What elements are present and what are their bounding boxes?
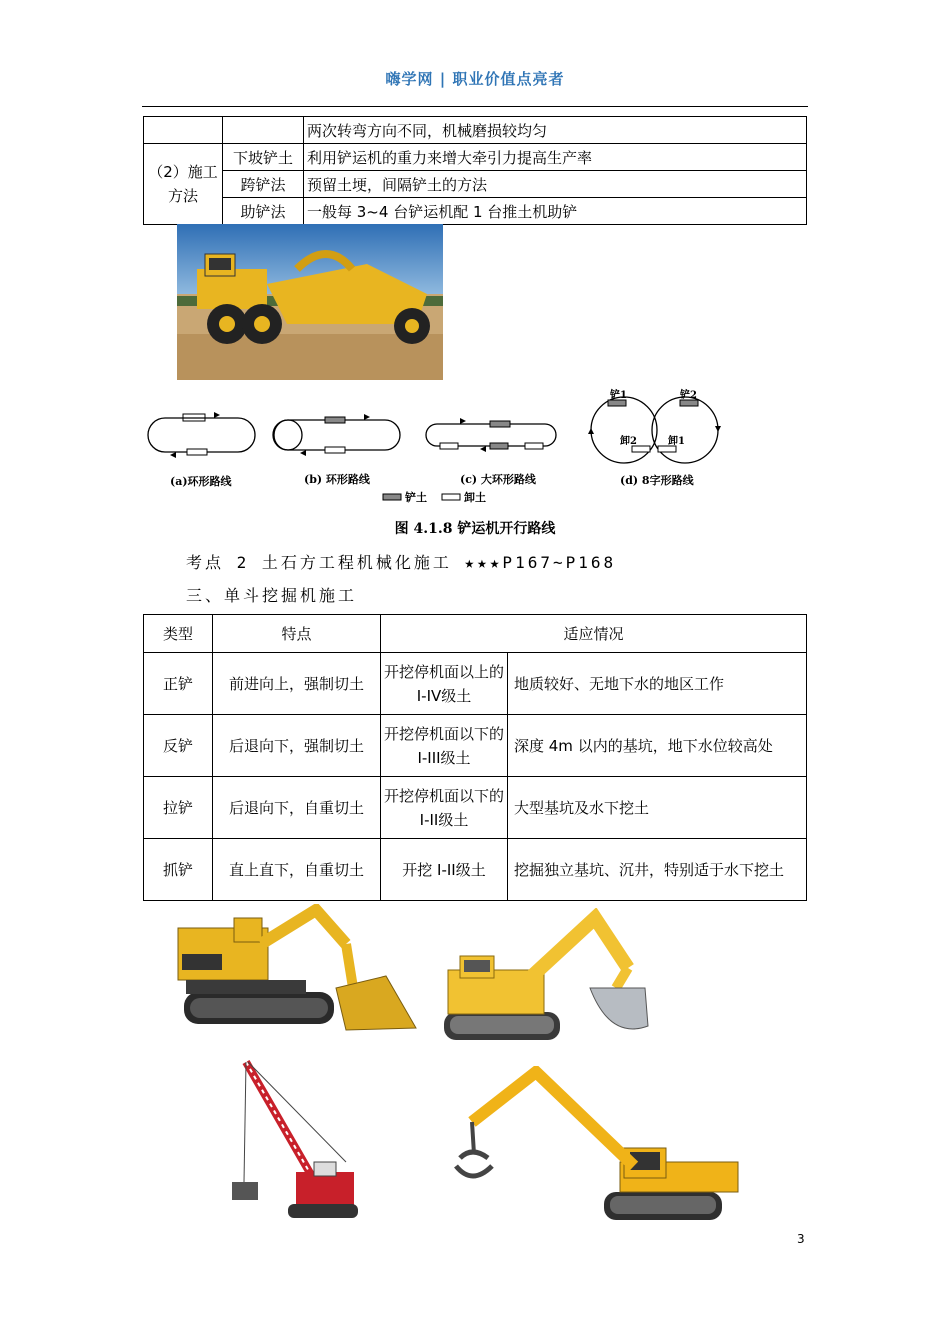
legend-shovel: 铲土 [405, 491, 427, 504]
backhoe-photo [440, 908, 652, 1044]
table-cell [223, 117, 304, 144]
section-heading: 三、单斗挖掘机施工 [186, 586, 358, 605]
excavator-table [143, 614, 807, 901]
table-row [144, 198, 807, 225]
table-cell: 反铲 [144, 715, 213, 777]
legend-unload: 卸土 [464, 491, 486, 504]
table-row [144, 777, 807, 839]
table-cell: 后退向下，强制切土 [213, 715, 381, 777]
table-cell: 一般每 3~4 台铲运机配 1 台推土机助铲 [304, 198, 807, 225]
table-cell: 前进向上，强制切土 [213, 653, 381, 715]
table-cell: 深度 4m 以内的基坑，地下水位较高处 [508, 715, 807, 777]
front-shovel-photo [176, 904, 424, 1040]
label-d: 卸1 [668, 436, 685, 447]
grab-excavator-photo [444, 1066, 740, 1224]
table-cell: 开挖停机面以下的 I-II级土 [381, 777, 508, 839]
caption-b: (b) 环形路线 [304, 473, 370, 486]
table-cell: 两次转弯方向不同，机械磨损较均匀 [304, 117, 807, 144]
table-cell: 预留土埂，间隔铲土的方法 [304, 171, 807, 198]
table-cell: 地质较好、无地下水的地区工作 [508, 653, 807, 715]
table-cell: 下坡铲土 [223, 144, 304, 171]
scraper-photo [177, 224, 443, 380]
table-row [144, 171, 807, 198]
caption-a: (a)环形路线 [170, 475, 232, 488]
table-cell: 助铲法 [223, 198, 304, 225]
table-cell: 后退向下，自重切土 [213, 777, 381, 839]
table-row [144, 839, 807, 901]
dragline-crane-photo [226, 1052, 360, 1222]
table-cell: 利用铲运机的重力来增大牵引力提高生产率 [304, 144, 807, 171]
route-loop [148, 418, 255, 452]
table-cell: 开挖停机面以下的 I-III级土 [381, 715, 508, 777]
table-cell: 大型基坑及水下挖土 [508, 777, 807, 839]
scraper-route-diagram [140, 388, 740, 512]
header-cell: 类型 [144, 615, 213, 653]
label-d: 铲2 [680, 390, 697, 401]
table-cell: 跨铲法 [223, 171, 304, 198]
table-row [144, 653, 807, 715]
table-cell: 挖掘独立基坑、沉井，特别适于水下挖土 [508, 839, 807, 901]
table-cell: 开挖停机面以上的 I-IV级土 [381, 653, 508, 715]
table-cell: 拉铲 [144, 777, 213, 839]
table-cell: 抓铲 [144, 839, 213, 901]
label-d: 铲1 [610, 390, 627, 401]
table-cell: 直上直下，自重切土 [213, 839, 381, 901]
table-header-row [144, 615, 807, 653]
scraper-method-table [143, 116, 807, 225]
table-cell: 开挖 I-II级土 [381, 839, 508, 901]
caption-c: (c) 大环形路线 [460, 473, 536, 486]
table-row [144, 144, 807, 171]
page-number: 3 [797, 1232, 805, 1246]
page-header: 嗨学网 | 职业价值点亮者 [385, 70, 565, 88]
table-row [144, 715, 807, 777]
table-cell: 正铲 [144, 653, 213, 715]
header-cell: 特点 [213, 615, 381, 653]
caption-d: (d) 8字形路线 [620, 474, 694, 487]
header-rule [142, 106, 808, 107]
label-d: 卸2 [620, 436, 637, 447]
figure-title: 图 4.1.8 铲运机开行路线 [394, 521, 556, 537]
header-cell: 适应情况 [381, 615, 807, 653]
kaodian-heading: 考点 2 土石方工程机械化施工 ★★★P167~P168 [186, 553, 617, 572]
table-row [144, 117, 807, 144]
table-cell [144, 117, 223, 144]
method-label-cell: （2）施工方法 [144, 144, 223, 225]
